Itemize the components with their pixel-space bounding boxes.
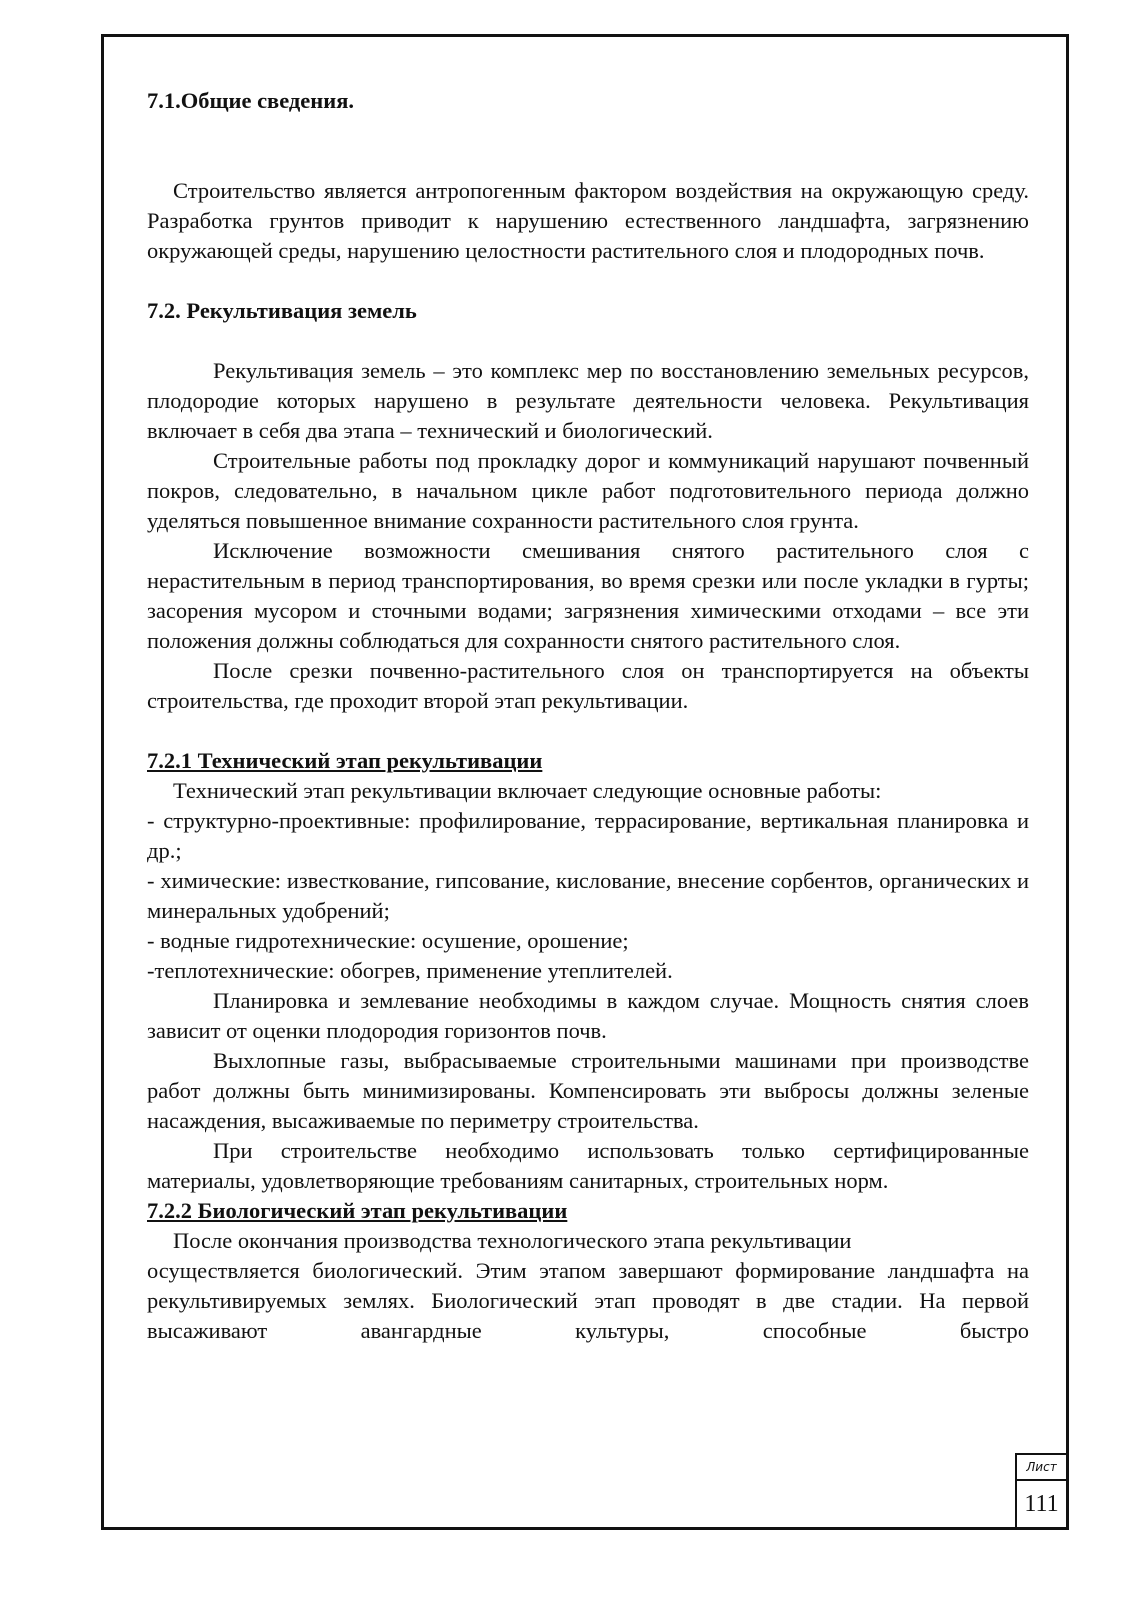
section-7-2-paragraph-3: Исключение возможности смешивания снятого растительного слоя с нерастительным в период транспортирования, во время срезки или после укладки в гурты; засорения мусором и сточными водами; загрязнения химическими отходами – все эти положения должны соблюдаться для сохранности снятого растительного слоя. [147, 538, 1029, 653]
section-7-1-paragraph: Строительство является антропогенным фактором воздействия на окружающую среду. Разработка грунтов приводит к нарушению естественного ландшафта, загрязнению окружающей среды, нарушению целостности растительного слоя и плодородных почв. [147, 178, 1029, 263]
list-item-chemical: - химические: известкование, гипсование, кислование, внесение сорбентов, органических и минеральных удобрений; [147, 868, 1029, 923]
sheet-stamp [1015, 1453, 1066, 1527]
section-7-2-paragraph-1: Рекультивация земель – это комплекс мер по восстановлению земельных ресурсов, плодородие которых нарушено в результате деятельности человека. Рекультивация включает в себя два этапа – технический и биологический. [147, 358, 1029, 443]
section-7-1-title: 7.1.Общие сведения. [147, 88, 354, 113]
section-7-2-2-paragraph: осуществляется биологический. Этим этапом завершают формирование ландшафта на рекультивируемых землях. Биологический этап проводят в две стадии. На первой высаживают авангардные культуры, способные быстро [147, 1258, 1029, 1343]
section-7-2-title: 7.2. Рекультивация земель [147, 298, 417, 323]
list-item-thermal: -теплотехнические: обогрев, применение утеплителей. [147, 958, 673, 983]
section-7-2-paragraph-4: После срезки почвенно-растительного слоя он транспортируется на объекты строительства, где проходит второй этап рекультивации. [147, 658, 1029, 713]
list-item-structural: - структурно-проективные: профилирование, террасирование, вертикальная планировка и др.; [147, 808, 1029, 863]
document-body [147, 86, 1029, 1346]
section-7-2-2-title: 7.2.2 Биологический этап рекультивации [147, 1198, 568, 1223]
section-7-2-paragraph-2: Строительные работы под прокладку дорог и коммуникаций нарушают почвенный покров, следовательно, в начальном цикле работ подготовительного периода должно уделяться повышенное внимание сохранности растительного слоя грунта. [147, 448, 1029, 533]
page-number: 111 [1024, 1491, 1059, 1517]
section-7-2-1-paragraph-2: Выхлопные газы, выбрасываемые строительными машинами при производстве работ должны быть минимизированы. Компенсировать эти выбросы должны зеленые насаждения, высаживаемые по периметру строительства. [147, 1048, 1029, 1133]
section-7-2-1-title: 7.2.1 Технический этап рекультивации [147, 748, 543, 773]
section-7-2-1-paragraph-3: При строительстве необходимо использовать только сертифицированные материалы, удовлетворяющие требованиям санитарных, строительных норм. [147, 1138, 1029, 1193]
section-7-2-1-intro: Технический этап рекультивации включает следующие основные работы: [173, 778, 882, 803]
list-item-hydro: - водные гидротехнические: осушение, орошение; [147, 928, 629, 953]
section-7-2-1-paragraph-1: Планировка и землевание необходимы в каждом случае. Мощность снятия слоев зависит от оценки плодородия горизонтов почв. [147, 988, 1029, 1043]
sheet-label: Лист [1017, 1455, 1066, 1481]
section-7-2-2-first-line: После окончания производства технологического этапа рекультивации [173, 1228, 852, 1253]
